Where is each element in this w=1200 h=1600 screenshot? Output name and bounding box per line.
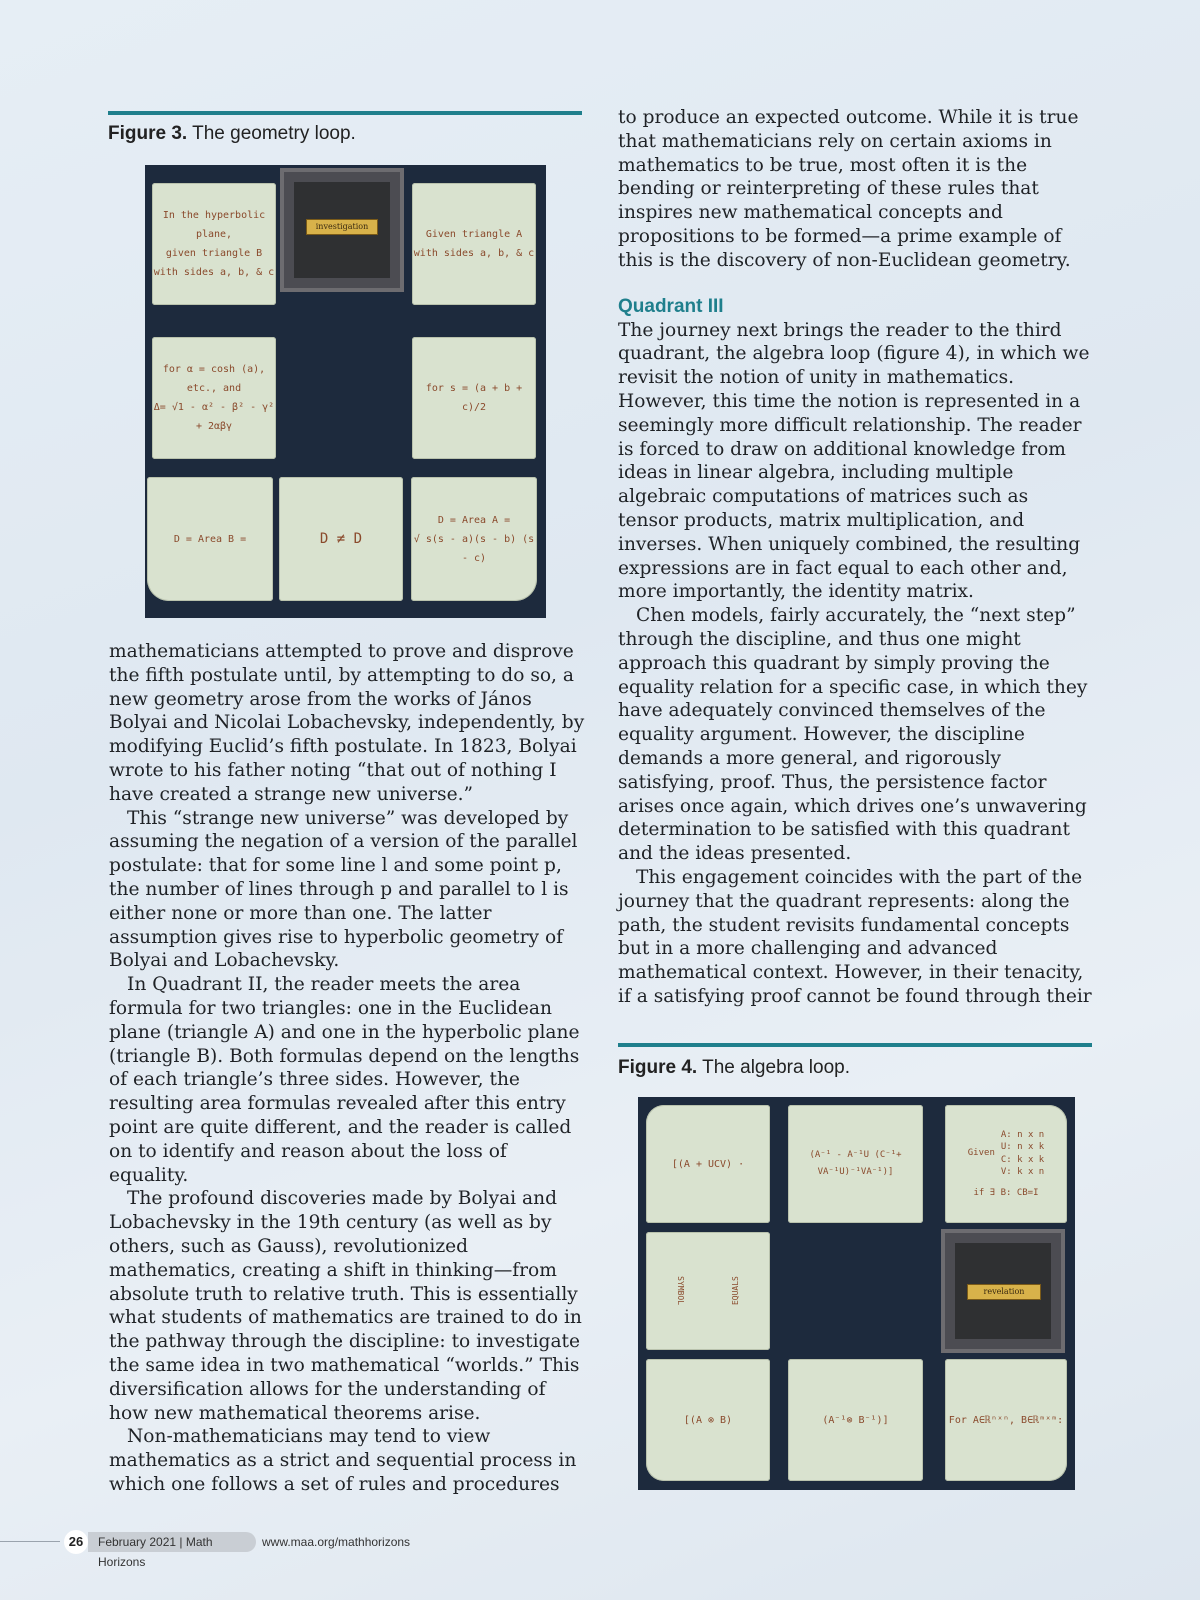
left-column <box>109 640 585 1497</box>
figure4-tile-top-middle <box>788 1105 923 1223</box>
figure3-tile-text: for s = (a + b + c)/2 <box>425 383 523 413</box>
figure4-tile-top-right <box>945 1105 1067 1223</box>
figure3-tile-bottom-left <box>147 477 273 601</box>
figure3-image <box>145 165 546 618</box>
figure3-tile-text: with sides a, b, & c <box>413 248 535 259</box>
figure4-tile-text: (A⁻¹ - A⁻¹U (C⁻¹+ VA⁻¹U)⁻¹VA⁻¹)] <box>809 1149 902 1177</box>
figure4-tile-text: if ∃ B: CB=I <box>973 1187 1039 1198</box>
figure3-tile-text: √ s(s - a)(s - b) (s - c) <box>413 533 535 564</box>
left-paragraph-2: This “strange new universe” was developed by assuming the negation of a version of the parallel postulate: that for some line l and some point p, the number of lines through p and parallel to l is either none or more than one. The latter assumption gives rise to hyperbolic geometry of Bolyai and Lobachevsky. <box>109 807 578 972</box>
figure3-tile-text: Δ= √1 - α² - β² - γ² + 2αβγ <box>153 402 275 432</box>
figure3-tile-text: for α = cosh (a), etc., and <box>162 364 266 394</box>
figure4-revelation-box <box>941 1229 1065 1353</box>
figure3-tile-text: D = Area B = <box>173 533 247 545</box>
left-paragraph-4: The profound discoveries made by Bolyai and Lobachevsky in the 19th century (as well as by others, such as Gauss), revolutionized mathematics, creating a shift in thinking—from absolute truth to relative truth. This is essentially what students of mathematics are trained to do in the pathway through the discipline: to investigate the same idea in two mathematical “worlds.” This diversification allows for the understanding of how new mathematical theorems arise. <box>109 1188 582 1424</box>
figure4-tile-top-left <box>646 1105 770 1223</box>
figure4-label: Figure 4. <box>618 1057 698 1078</box>
footer-url[interactable]: www.maa.org/mathhorizons <box>262 1535 411 1549</box>
figure4-tile-text: SYMBOL <box>676 1276 686 1306</box>
right-intro-paragraph: to produce an expected outcome. While it is true that mathematicians rely on certain axioms in mathematics to be true, most often it is the bending or reinterpreting of these rules that inspires new mathematical concepts and propositions to be formed—a prime example of this is the discovery of non-Euclidean geometry. <box>618 107 1079 271</box>
left-paragraph-3: In Quadrant II, the reader meets the area formula for two triangles: one in the Euclidean plane (triangle A) and one in the hyperbolic plane (triangle B). Both formulas depend on the lengths of each triangle’s three sides. However, the resulting area formulas revealed after this entry point are quite different, and the reader is called on to identify and reason about the loss of equality. <box>109 974 580 1186</box>
figure4-tile-text: For A∈ℝⁿˣⁿ, B∈ℝᵐˣᵐ: <box>948 1414 1064 1426</box>
right-paragraph-1: The journey next brings the reader to the third quadrant, the algebra loop (figure 4), in which we revisit the notion of unity in mathematics. However, this time the notion is represented in a seemingly more difficult relationship. The reader is forced to draw on additional knowledge from ideas in linear algebra, including multiple algebraic computations of matrices such as tensor products, matrix multiplication, and inverses. When uniquely combined, the resulting expressions are in fact equal to each other and, more importantly, the identity matrix. <box>618 319 1090 603</box>
figure4-tile-text: (A⁻¹⊗ B⁻¹)] <box>822 1414 889 1426</box>
figure3-label: Figure 3. <box>108 123 188 144</box>
figure4-tile-text: A: n x n <box>1000 1129 1045 1140</box>
right-paragraph-3: This engagement coincides with the part of the journey that the quadrant represents: along the path, the student revisits fundamental concepts but in a more challenging and advanced mathematical context. However, in their tenacity, if a satisfying proof cannot be found through their <box>618 866 1092 1007</box>
figure3-tile-mid-left <box>152 337 276 459</box>
figure3-top-rule <box>108 111 582 115</box>
figure3-tile-text: D = Area A = <box>437 514 511 526</box>
figure3-tile-top-left <box>152 183 276 305</box>
section-heading-quadrant-iii: Quadrant III <box>618 295 724 317</box>
figure3-tile-bottom-middle <box>279 477 403 601</box>
figure3-tile-text: given triangle B <box>165 248 263 259</box>
figure4-image <box>638 1097 1075 1490</box>
figure3-tile-text: with sides a, b, & c <box>153 267 275 278</box>
figure4-tile-text: U: n x k <box>1000 1142 1045 1153</box>
figure3-caption-text: The geometry loop. <box>192 123 356 144</box>
left-paragraph-1: mathematicians attempted to prove and disprove the fifth postulate until, by attempting to do so, a new geometry arose from the works of János Bolyai and Nicolai Lobachevsky, independently, by modifying Euclid’s fifth postulate. In 1823, Bolyai wrote to his father noting “that out of nothing I have created a strange new universe.” <box>109 641 585 805</box>
figure3-tile-mid-right <box>412 337 536 459</box>
figure4-tile-bottom-middle <box>788 1359 923 1481</box>
investigation-plaque: investigation <box>306 219 378 235</box>
right-column <box>618 106 1092 1009</box>
figure3-tile-top-right <box>412 183 536 305</box>
figure3-tile-text: D ≠ D <box>319 530 363 547</box>
figure3-tile-text: Given triangle A <box>425 229 523 240</box>
left-paragraph-5: Non-mathematicians may tend to view mathematics as a strict and sequential process in which one follows a set of rules and procedures <box>109 1426 577 1495</box>
figure4-tile-text: Given <box>967 1148 995 1159</box>
footer-rule <box>0 1541 60 1542</box>
figure4-tile-text: V: k x n <box>1000 1167 1045 1178</box>
figure4-tile-text: [(A + UCV) · <box>671 1158 745 1170</box>
figure4-tile-text: EQUALS <box>730 1276 740 1306</box>
footer-issue: February 2021 | Math Horizons <box>88 1532 256 1552</box>
figure4-tile-text: C: k x k <box>1000 1154 1045 1165</box>
figure3-tile-text: In the hyperbolic plane, <box>162 210 266 240</box>
right-paragraph-2: Chen models, fairly accurately, the “next step” through the discipline, and thus one might approach this quadrant by simply proving the equality relation for a specific case, in which they have adequately convinced themselves of the equality argument. However, the discipline demands a more general, and rigorously satisfying, proof. Thus, the persistence factor arises once again, which drives one’s unwavering determination to be satisfied with this quadrant and the ideas presented. <box>618 605 1088 865</box>
page-number: 26 <box>64 1530 88 1554</box>
figure4-caption <box>618 1057 850 1079</box>
figure4-tile-mid-left <box>646 1232 770 1350</box>
figure4-top-rule <box>618 1043 1092 1047</box>
figure3-investigation-box <box>280 168 404 292</box>
revelation-plaque: revelation <box>967 1284 1041 1300</box>
figure4-tile-bottom-right <box>945 1359 1067 1481</box>
figure4-tile-bottom-left <box>646 1359 770 1481</box>
figure3-tile-bottom-right <box>411 477 537 601</box>
figure4-tile-text: [(A ⊗ B) <box>683 1414 733 1426</box>
page-footer <box>0 1527 420 1569</box>
figure4-caption-text: The algebra loop. <box>702 1057 851 1078</box>
figure3-caption <box>108 123 356 145</box>
